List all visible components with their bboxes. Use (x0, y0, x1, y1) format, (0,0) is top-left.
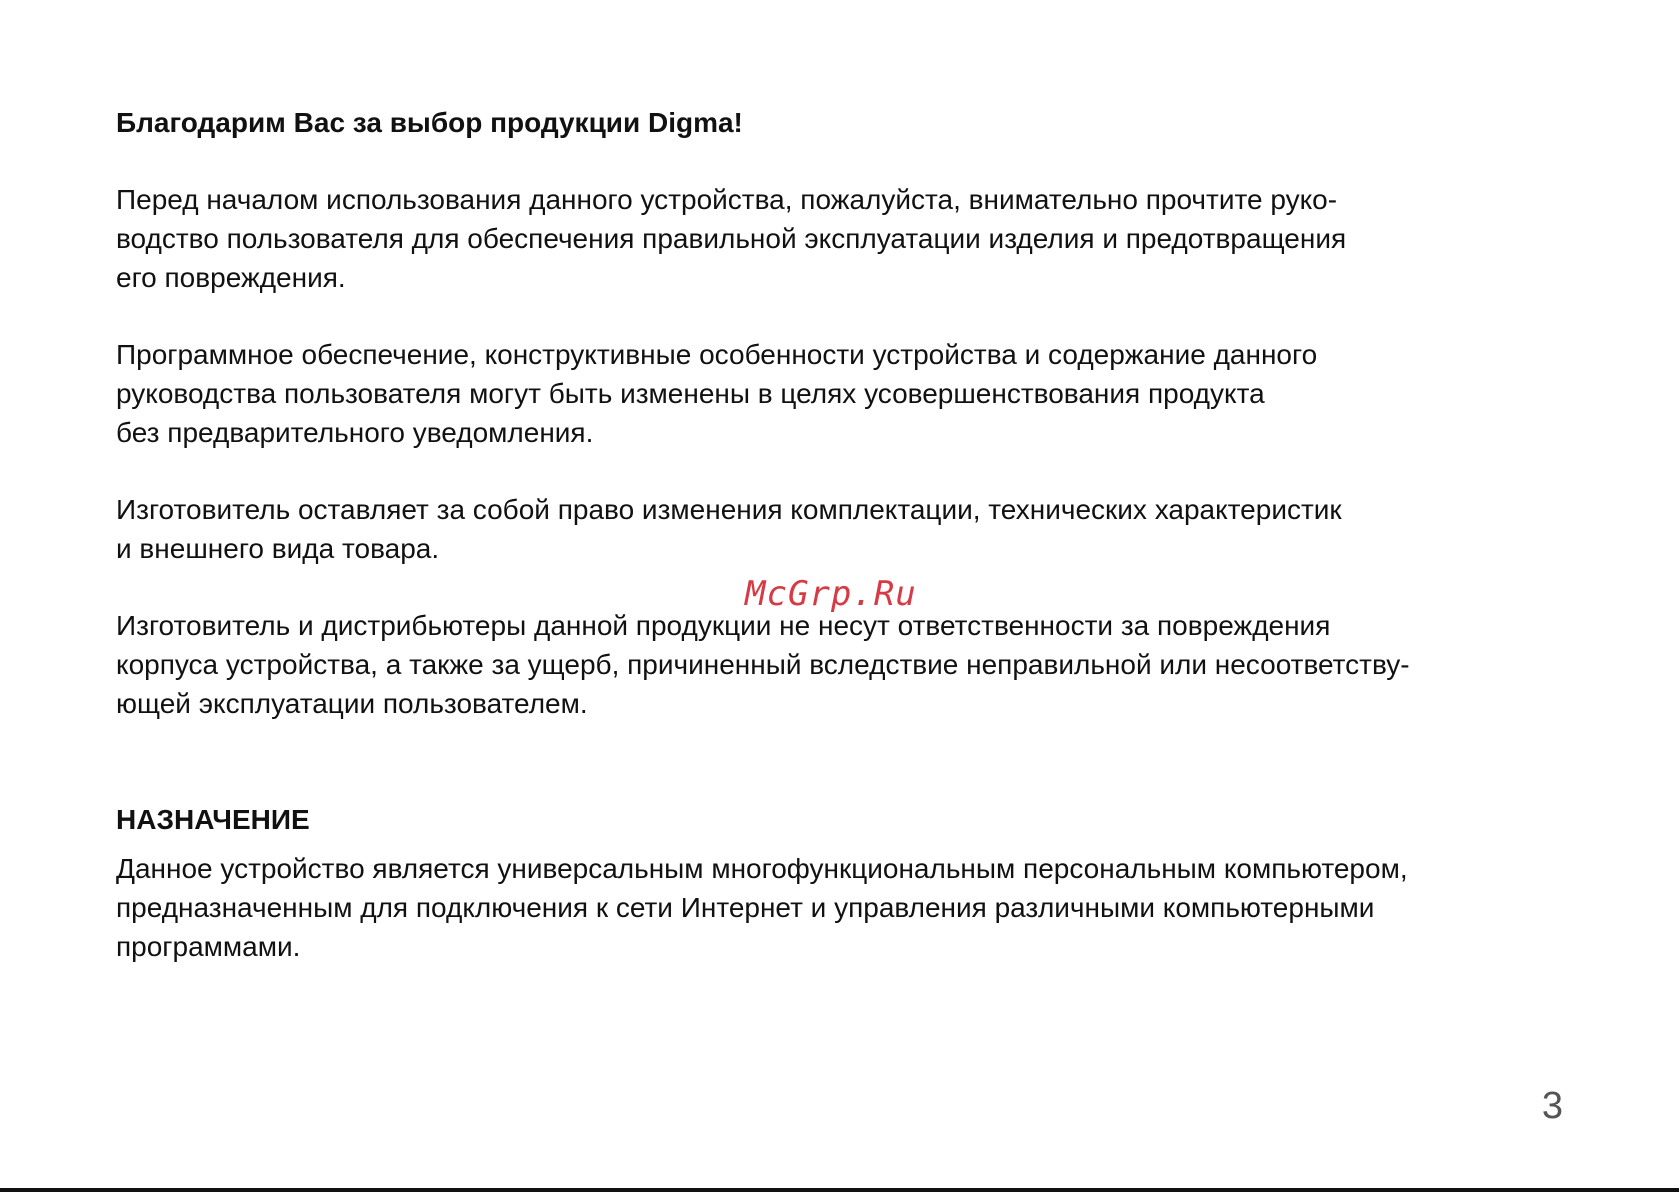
watermark-text: McGrp.Ru (745, 574, 917, 614)
bottom-divider (0, 1188, 1679, 1192)
page-content (116, 104, 1586, 966)
manufacturer-rights-paragraph: Изготовитель оставляет за собой право изменения комплектации, технических характеристик и внешнего вида товара. (116, 494, 1342, 564)
usage-paragraph: Перед началом использования данного устройства, пожалуйста, внимательно прочтите руко- водство пользователя для обеспечения правильной эксплуатации изделия и предотвращения его повреждения. (116, 184, 1347, 293)
page-number: 3 (1541, 1085, 1563, 1127)
purpose-heading: НАЗНАЧЕНИЕ (116, 804, 310, 835)
liability-paragraph: Изготовитель и дистрибьютеры данной продукции не несут ответственности за повреждения корпуса устройства, а также за ущерб, причиненный вследствие неправильной или несоответству- ющей эксплуатации пользователем. (116, 610, 1410, 719)
purpose-paragraph: Данное устройство является универсальным многофункциональным персональным компьютером, предназначенным для подключения к сети Интернет и управления различными компьютерными программами. (116, 853, 1408, 962)
thank-you-heading: Благодарим Вас за выбор продукции Digma! (116, 107, 743, 138)
software-change-paragraph: Программное обеспечение, конструктивные особенности устройства и содержание данного руководства пользователя могут быть изменены в целях усовершенствования продукта без предварительного уведомления. (116, 339, 1318, 448)
